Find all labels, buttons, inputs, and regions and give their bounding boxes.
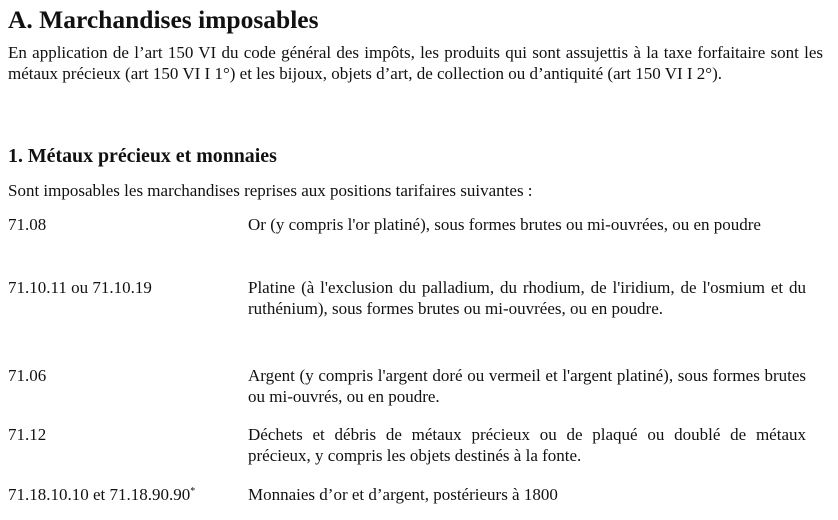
tariff-description: Monnaies d’or et d’argent, postérieurs à 1800	[248, 485, 558, 504]
tariff-description: Argent (y compris l'argent doré ou vermeil et l'argent platiné), sous formes brutes ou mi-ouvrés, ou en poudre.	[248, 366, 806, 406]
section-a-intro: En application de l’art 150 VI du code général des impôts, les produits qui sont assujettis à la taxe forfaitaire sont les métaux précieux (art 150 VI I 1°) et les bijoux, objets d’art, de collection ou d’antiquité (art 150 VI I 2°).	[8, 43, 823, 83]
section-1-lead: Sont imposables les marchandises reprises aux positions tarifaires suivantes :	[8, 181, 533, 200]
section-a-heading: A. Marchandises imposables	[8, 5, 319, 34]
tariff-description: Platine (à l'exclusion du palladium, du rhodium, de l'iridium, de l'osmium et du ruthénium), sous formes brutes ou mi-ouvrées, ou en poudre.	[248, 278, 806, 318]
tariff-code: 71.12	[8, 425, 47, 444]
tariff-code: 71.10.11 ou 71.10.19	[8, 278, 152, 297]
tariff-code: 71.18.10.10 et 71.18.90.90*	[8, 485, 196, 504]
tariff-code: 71.06	[8, 366, 47, 385]
tariff-code: 71.08	[8, 215, 47, 234]
tariff-description: Or (y compris l'or platiné), sous formes brutes ou mi-ouvrées, ou en poudre	[248, 215, 761, 234]
tariff-description: Déchets et débris de métaux précieux ou de plaqué ou doublé de métaux précieux, y compris les objets destinés à la fonte.	[248, 425, 806, 465]
footnote-marker: *	[190, 486, 196, 497]
section-1-heading: 1. Métaux précieux et monnaies	[8, 145, 277, 167]
